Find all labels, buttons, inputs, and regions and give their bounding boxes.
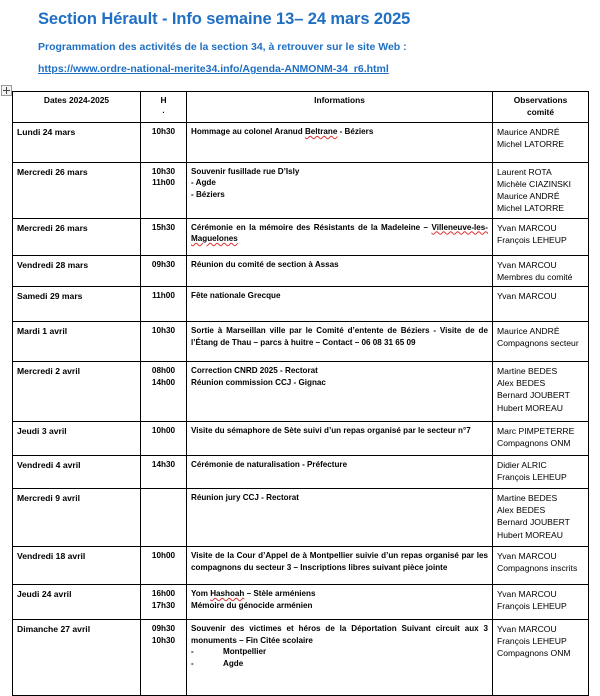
spellcheck-word: Beltrane (304, 126, 338, 136)
cell-hour (141, 489, 187, 547)
cell-date: Samedi 29 mars (13, 287, 141, 322)
column-header-dates: Dates 2024-2025 (13, 92, 141, 123)
column-header-observations-line1: Observations (513, 95, 568, 105)
hour-value: 10h00 (151, 426, 176, 436)
observation-name: Alex BEDES (497, 378, 546, 389)
observation-name: Yvan MARCOU (497, 624, 557, 635)
observation-name: Compagnons ONM (497, 648, 571, 659)
cell-date: Lundi 24 mars (13, 122, 141, 162)
information-bullet (191, 658, 488, 669)
cell-date: Vendredi 28 mars (13, 255, 141, 286)
cell-date: Vendredi 18 avril (13, 547, 141, 585)
cell-hour (141, 218, 187, 255)
cell-observations (493, 322, 589, 362)
table-row (13, 287, 589, 322)
information-line: Cérémonie en la mémoire des Résistants de la Madeleine – Villeneuve-les-Maguelones (191, 222, 488, 244)
observation-name: Martine BEDES (497, 366, 558, 377)
hour-value: 16h00 (151, 589, 176, 599)
cell-date: Vendredi 4 avril (13, 456, 141, 489)
column-header-observations-line2: comité (527, 106, 554, 117)
cell-hour (141, 547, 187, 585)
cell-date: Mercredi 9 avril (13, 489, 141, 547)
observation-name: François LEHEUP (497, 636, 567, 647)
column-header-hour-label: H (160, 95, 167, 105)
observation-name: Yvan MARCOU (497, 551, 557, 562)
agenda-table (12, 91, 589, 696)
table-row (13, 255, 589, 286)
hour-value: 08h00 (151, 366, 176, 376)
cell-information (187, 255, 493, 286)
cell-hour (141, 456, 187, 489)
information-line: - Agde (191, 178, 216, 188)
observation-name: Bernard JOUBERT (497, 390, 570, 401)
cell-hour (141, 362, 187, 422)
observation-name: Michel LATORRE (497, 139, 565, 150)
observation-name: Michèle CIAZINSKI (497, 179, 572, 190)
column-header-informations: Informations (187, 92, 493, 123)
cell-date: Mercredi 2 avril (13, 362, 141, 422)
information-line: Souvenir fusillade rue D’Isly (191, 166, 300, 176)
cell-information (187, 218, 493, 255)
hour-value: 10h00 (151, 551, 176, 561)
observation-name: Compagnons secteur (497, 338, 579, 349)
cell-observations (493, 218, 589, 255)
table-header-row (13, 92, 589, 123)
information-bullet (191, 646, 488, 657)
bullet-dash: - (191, 647, 194, 657)
observation-name: Martine BEDES (497, 493, 558, 504)
observation-name: François LEHEUP (497, 234, 567, 245)
cell-information (187, 287, 493, 322)
column-header-observations (493, 92, 589, 123)
observation-name: François LEHEUP (497, 601, 567, 612)
information-line: Réunion jury CCJ - Rectorat (191, 493, 299, 503)
cell-observations (493, 362, 589, 422)
cell-information (187, 547, 493, 585)
hour-value: 10h30 (151, 635, 176, 645)
table-row (13, 547, 589, 585)
cell-information (187, 422, 493, 456)
cell-observations (493, 122, 589, 162)
table-row (13, 362, 589, 422)
cell-hour (141, 287, 187, 322)
cell-hour (141, 122, 187, 162)
bullet-dash: - (191, 658, 194, 668)
hour-value: 11h00 (152, 291, 175, 301)
information-line: Sortie à Marseillan ville par le Comité d’entente de Béziers - Visite de de l’Étang de Thau – parcs à huitre – Contact – 06 08 31 65 09 (191, 326, 488, 347)
cell-observations (493, 456, 589, 489)
column-header-hour (141, 92, 187, 123)
observation-name: Yvan MARCOU (497, 222, 557, 233)
cell-date: Jeudi 24 avril (13, 585, 141, 620)
hour-value: 10h30 (151, 166, 176, 176)
cell-hour (141, 162, 187, 218)
hour-value: 15h30 (151, 222, 176, 232)
information-line: - Béziers (191, 189, 225, 199)
observation-name: Hubert MOREAU (497, 529, 563, 540)
spellcheck-word: Hashoah (210, 589, 245, 599)
table-row (13, 620, 589, 696)
table-row (13, 162, 589, 218)
cell-observations (493, 489, 589, 547)
observation-name: Marc PIMPETERRE (497, 426, 575, 437)
information-line: Mémoire du génocide arménien (191, 600, 313, 610)
observation-name: Yvan MARCOU (497, 589, 557, 600)
observation-name: Compagnons inscrits (497, 563, 578, 574)
hour-value: 14h00 (151, 377, 176, 387)
hour-value: 10h30 (151, 326, 176, 336)
observation-name: Didier ALRIC (497, 460, 547, 471)
observation-name: Laurent ROTA (497, 166, 552, 177)
cell-date: Mercredi 26 mars (13, 162, 141, 218)
cell-observations (493, 162, 589, 218)
cell-observations (493, 585, 589, 620)
cell-information (187, 585, 493, 620)
hour-value: 17h30 (151, 600, 176, 610)
information-line: Réunion commission CCJ - Gignac (191, 377, 326, 387)
cell-date: Mercredi 26 mars (13, 218, 141, 255)
cell-information (187, 362, 493, 422)
cell-information (187, 162, 493, 218)
bullet-text: Montpellier (223, 647, 267, 657)
table-row (13, 422, 589, 456)
information-line: Correction CNRD 2025 - Rectorat (191, 366, 318, 376)
page-title: Section Hérault - Info semaine 13– 24 mars 2025 (38, 10, 411, 28)
observation-name: Hubert MOREAU (497, 402, 563, 413)
cell-observations (493, 287, 589, 322)
observation-name: Yvan MARCOU (497, 291, 557, 302)
observation-name: Maurice ANDRÉ (497, 191, 560, 202)
table-row (13, 456, 589, 489)
table-row (13, 585, 589, 620)
cell-information (187, 620, 493, 696)
column-header-hour-subdot: . (162, 105, 165, 115)
information-line: Fête nationale Grecque (191, 291, 281, 301)
observation-name: Membres du comité (497, 271, 573, 282)
cell-hour (141, 255, 187, 286)
table-row (13, 489, 589, 547)
hour-value: 14h30 (151, 460, 176, 470)
observation-name: Compagnons ONM (497, 438, 571, 449)
information-line: Yom Hashoah – Stèle arméniens (191, 589, 316, 599)
cell-hour (141, 620, 187, 696)
cell-observations (493, 255, 589, 286)
observation-name: Maurice ANDRÉ (497, 326, 560, 337)
information-line: Visite de la Cour d’Appel de à Montpellier suivie d’un repas organisé par les compagnons du secteur 3 – Inscriptions libres suivant pièce jointe (191, 551, 488, 572)
cell-information (187, 489, 493, 547)
information-line: Cérémonie de naturalisation - Préfecture (191, 460, 348, 470)
information-line: Hommage au colonel Aranud Beltrane - Béziers (191, 126, 374, 136)
cell-information (187, 456, 493, 489)
hour-value: 09h30 (151, 624, 176, 634)
cell-observations (493, 547, 589, 585)
observation-name: Maurice ANDRÉ (497, 126, 560, 137)
cell-hour (141, 422, 187, 456)
observation-name: François LEHEUP (497, 472, 567, 483)
observation-name: Bernard JOUBERT (497, 517, 570, 528)
cell-hour (141, 585, 187, 620)
table-row (13, 218, 589, 255)
table-row (13, 122, 589, 162)
table-row (13, 322, 589, 362)
cell-observations (493, 620, 589, 696)
cell-date: Jeudi 3 avril (13, 422, 141, 456)
observation-name: Michel LATORRE (497, 203, 565, 214)
observation-name: Alex BEDES (497, 505, 546, 516)
bullet-text: Agde (223, 658, 244, 668)
agenda-web-link[interactable]: https://www.ordre-national-merite34.info/Agenda-ANMONM-34_r6.html (38, 63, 389, 75)
information-line: Souvenir des victimes et héros de la Déportation Suivant circuit aux 3 monuments – Fin Citée scolaire (191, 624, 488, 645)
observation-name: Yvan MARCOU (497, 259, 557, 270)
page-subtitle: Programmation des activités de la section 34, à retrouver sur le site Web : (38, 41, 407, 53)
hour-value: 11h00 (152, 178, 175, 188)
spellcheck-word: Villeneuve-les-Maguelones (191, 222, 488, 244)
cell-observations (493, 422, 589, 456)
cell-date: Mardi 1 avril (13, 322, 141, 362)
agenda-table-body (13, 122, 589, 695)
cell-information (187, 322, 493, 362)
hour-value: 10h30 (151, 126, 176, 136)
cell-date: Dimanche 27 avril (13, 620, 141, 696)
information-line: Réunion du comité de section à Assas (191, 259, 339, 269)
cell-hour (141, 322, 187, 362)
cell-information (187, 122, 493, 162)
hour-value: 09h30 (151, 259, 176, 269)
information-line: Visite du sémaphore de Sète suivi d’un repas organisé par le secteur n°7 (191, 426, 471, 436)
table-move-handle-icon[interactable] (1, 85, 12, 96)
